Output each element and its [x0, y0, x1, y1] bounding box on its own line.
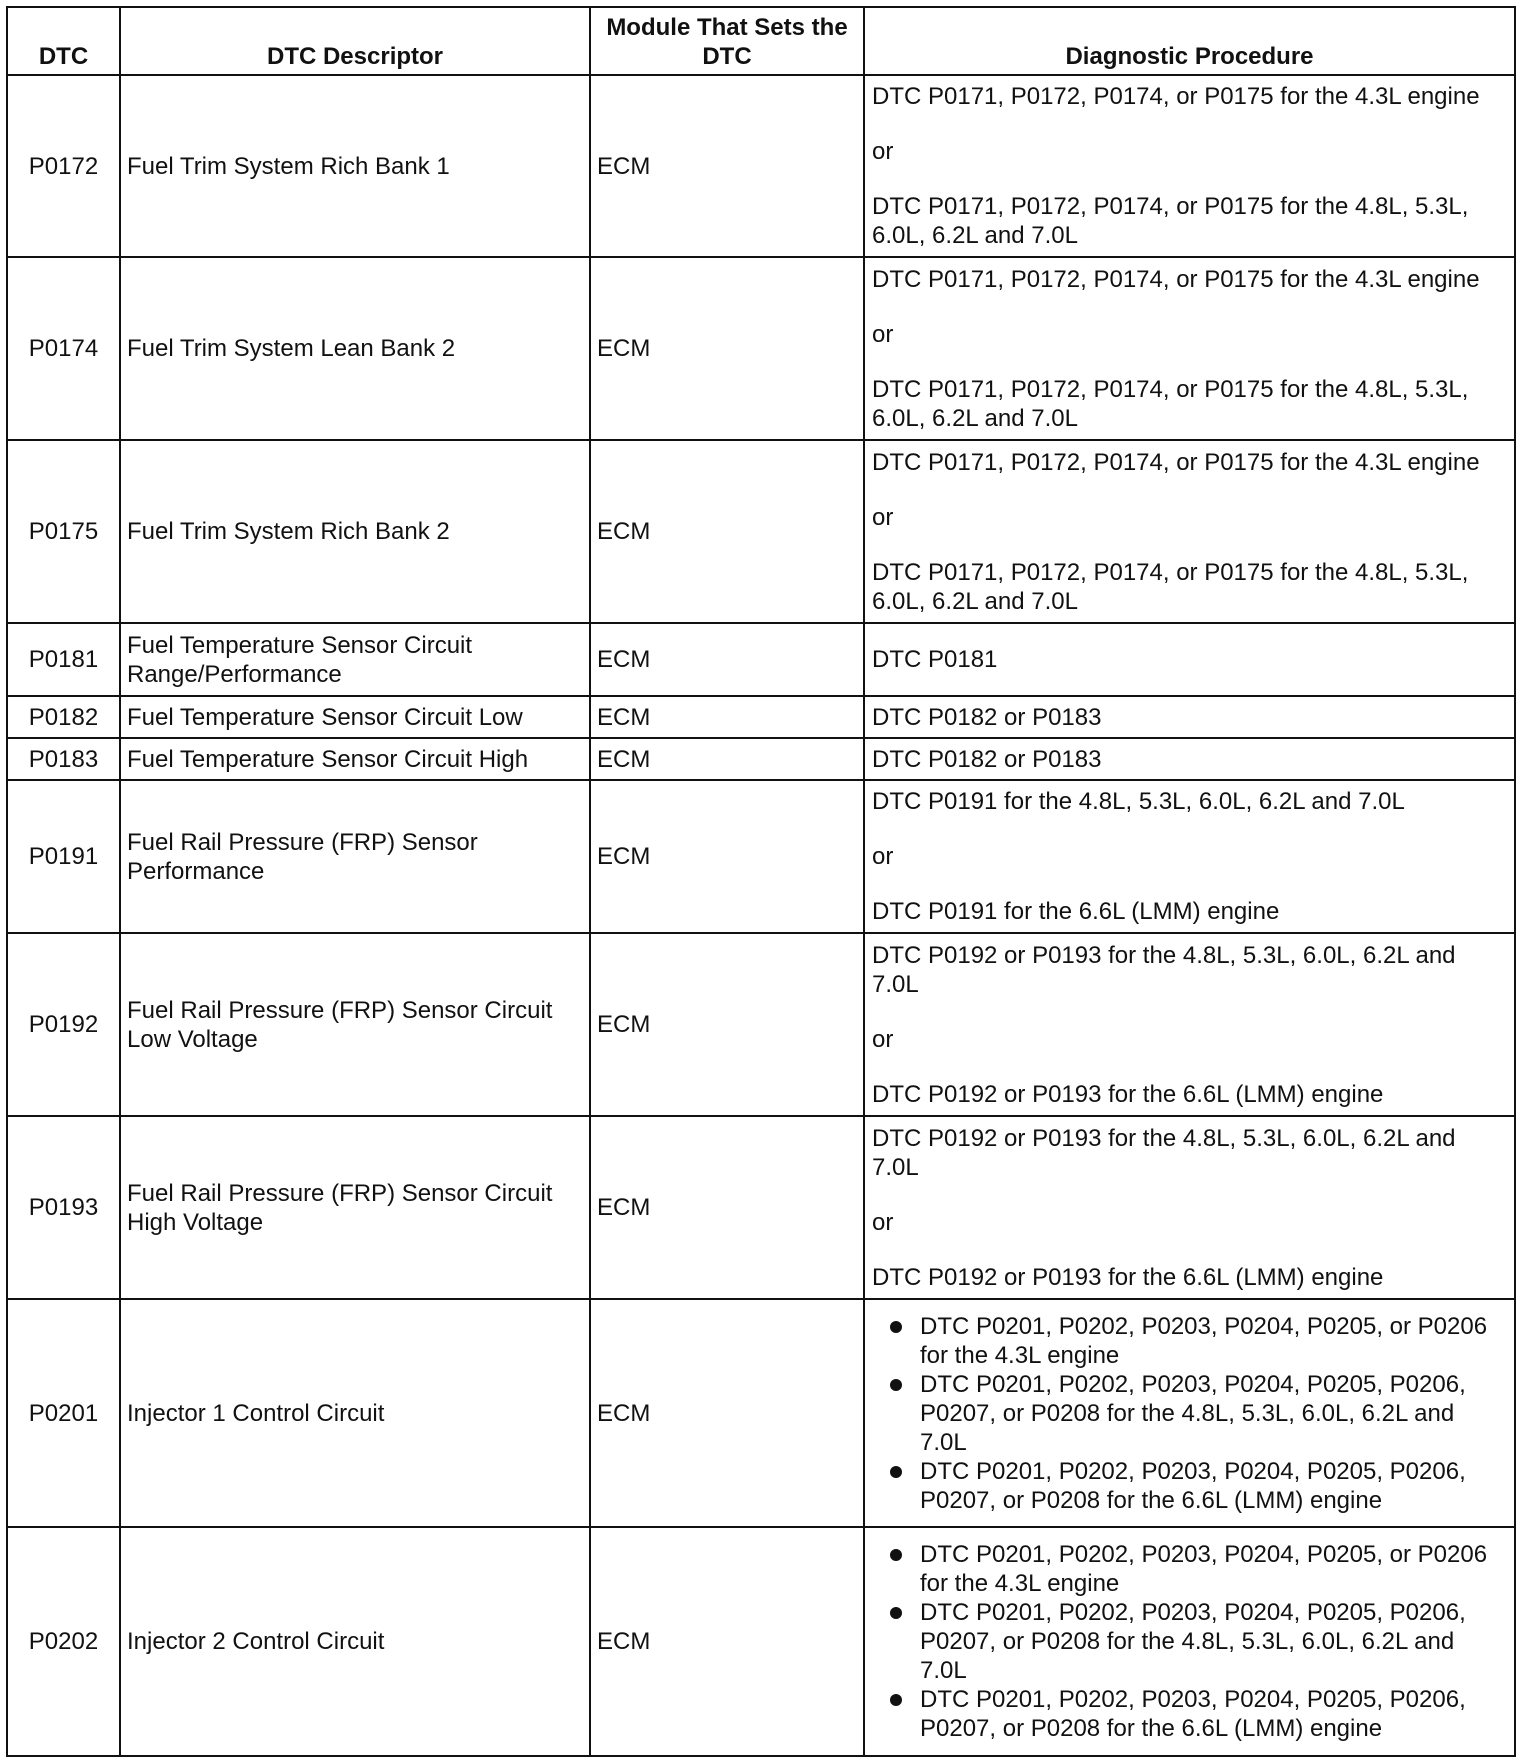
dtc-code: P0193: [7, 1116, 120, 1299]
procedure-or: or: [872, 320, 894, 348]
diagnostic-procedure: [864, 75, 1515, 257]
dtc-code: P0183: [7, 738, 120, 780]
procedure-bullet-link[interactable]: DTC P0201, P0202, P0203, P0204, P0205, P0206, P0207, or P0208 for the 4.8L, 5.3L, 6.0L, 6.2L and 7.0L: [920, 1370, 1507, 1457]
module-name: ECM: [590, 1527, 864, 1756]
module-name: ECM: [590, 75, 864, 257]
dtc-descriptor: Fuel Rail Pressure (FRP) Sensor Circuit Low Voltage: [120, 933, 590, 1116]
dtc-code: P0172: [7, 75, 120, 257]
dtc-code: P0182: [7, 696, 120, 738]
table-row: [7, 75, 1515, 257]
module-name: ECM: [590, 696, 864, 738]
diagnostic-procedure: [864, 696, 1515, 738]
diagnostic-procedure: [864, 623, 1515, 696]
procedure-link[interactable]: DTC P0182 or P0183: [872, 703, 1102, 731]
procedure-link[interactable]: DTC P0181: [872, 646, 998, 673]
procedure-bullet-link[interactable]: DTC P0201, P0202, P0203, P0204, P0205, P0206, P0207, or P0208 for the 6.6L (LMM) engine: [920, 1457, 1507, 1515]
procedure-link[interactable]: DTC P0192 or P0193 for the 6.6L (LMM) engine: [872, 1263, 1384, 1291]
dtc-code: P0181: [7, 623, 120, 696]
dtc-descriptor: Fuel Trim System Lean Bank 2: [120, 257, 590, 440]
module-name: ECM: [590, 1299, 864, 1527]
procedure-link[interactable]: DTC P0192 or P0193 for the 6.6L (LMM) engine: [872, 1080, 1384, 1108]
procedure-link[interactable]: DTC P0171, P0172, P0174, or P0175 for the 4.8L, 5.3L, 6.0L, 6.2L and 7.0L: [872, 558, 1469, 615]
procedure-bullet-link[interactable]: DTC P0201, P0202, P0203, P0204, P0205, P0206, P0207, or P0208 for the 6.6L (LMM) engine: [920, 1685, 1507, 1743]
dtc-code: P0191: [7, 780, 120, 933]
dtc-table-container: [6, 6, 1516, 1757]
procedure-bullet-list: [872, 1540, 1507, 1743]
header-row: [7, 7, 1515, 75]
procedure-or: or: [872, 503, 894, 531]
procedure-link[interactable]: DTC P0171, P0172, P0174, or P0175 for the 4.3L engine: [872, 448, 1480, 476]
diagnostic-procedure: [864, 440, 1515, 623]
table-row: [7, 440, 1515, 623]
dtc-code: P0201: [7, 1299, 120, 1527]
header-dtc: DTC: [7, 7, 120, 75]
procedure-link[interactable]: DTC P0171, P0172, P0174, or P0175 for the 4.8L, 5.3L, 6.0L, 6.2L and 7.0L: [872, 375, 1469, 432]
dtc-descriptor: Injector 1 Control Circuit: [120, 1299, 590, 1527]
dtc-descriptor: Fuel Temperature Sensor Circuit High: [120, 738, 590, 780]
table-row: [7, 780, 1515, 933]
dtc-descriptor: Fuel Rail Pressure (FRP) Sensor Performance: [120, 780, 590, 933]
table-row: [7, 1116, 1515, 1299]
dtc-table: [6, 6, 1516, 1757]
header-procedure: Diagnostic Procedure: [864, 7, 1515, 75]
table-row: [7, 933, 1515, 1116]
procedure-link[interactable]: DTC P0171, P0172, P0174, or P0175 for the 4.3L engine: [872, 83, 1480, 110]
dtc-descriptor: Fuel Rail Pressure (FRP) Sensor Circuit High Voltage: [120, 1116, 590, 1299]
procedure-bullet-link[interactable]: DTC P0201, P0202, P0203, P0204, P0205, P0206, P0207, or P0208 for the 4.8L, 5.3L, 6.0L, 6.2L and 7.0L: [920, 1598, 1507, 1685]
diagnostic-procedure: [864, 1299, 1515, 1527]
dtc-descriptor: Fuel Temperature Sensor Circuit Low: [120, 696, 590, 738]
table-row: [7, 1527, 1515, 1756]
table-row: [7, 257, 1515, 440]
module-name: ECM: [590, 738, 864, 780]
diagnostic-procedure: [864, 257, 1515, 440]
header-descriptor: DTC Descriptor: [120, 7, 590, 75]
module-name: ECM: [590, 623, 864, 696]
procedure-or: or: [872, 1208, 894, 1236]
module-name: ECM: [590, 933, 864, 1116]
header-module: Module That Sets the DTC: [590, 7, 864, 75]
diagnostic-procedure: [864, 1116, 1515, 1299]
module-name: ECM: [590, 780, 864, 933]
dtc-code: P0174: [7, 257, 120, 440]
dtc-code: P0192: [7, 933, 120, 1116]
procedure-link[interactable]: DTC P0192 or P0193 for the 4.8L, 5.3L, 6.0L, 6.2L and 7.0L: [872, 941, 1456, 998]
module-name: ECM: [590, 440, 864, 623]
diagnostic-procedure: [864, 738, 1515, 780]
diagnostic-procedure: [864, 780, 1515, 933]
procedure-link[interactable]: DTC P0171, P0172, P0174, or P0175 for the 4.8L, 5.3L, 6.0L, 6.2L and 7.0L: [872, 193, 1469, 249]
table-row: [7, 1299, 1515, 1527]
dtc-descriptor: Fuel Trim System Rich Bank 1: [120, 75, 590, 257]
table-row: [7, 623, 1515, 696]
module-name: ECM: [590, 1116, 864, 1299]
dtc-code: P0202: [7, 1527, 120, 1756]
dtc-descriptor: Fuel Trim System Rich Bank 2: [120, 440, 590, 623]
diagnostic-procedure: [864, 1527, 1515, 1756]
module-name: ECM: [590, 257, 864, 440]
table-row: [7, 696, 1515, 738]
procedure-link[interactable]: DTC P0171, P0172, P0174, or P0175 for the 4.3L engine: [872, 265, 1480, 293]
procedure-bullet-list: [872, 1312, 1507, 1515]
dtc-descriptor: Injector 2 Control Circuit: [120, 1527, 590, 1756]
procedure-link[interactable]: DTC P0182 or P0183: [872, 745, 1102, 773]
dtc-descriptor: Fuel Temperature Sensor Circuit Range/Performance: [120, 623, 590, 696]
table-row: [7, 738, 1515, 780]
procedure-or: or: [872, 138, 894, 165]
procedure-link[interactable]: DTC P0191 for the 4.8L, 5.3L, 6.0L, 6.2L and 7.0L: [872, 788, 1405, 815]
dtc-code: P0175: [7, 440, 120, 623]
diagnostic-procedure: [864, 933, 1515, 1116]
procedure-or: or: [872, 1025, 894, 1053]
procedure-bullet-link[interactable]: DTC P0201, P0202, P0203, P0204, P0205, or P0206 for the 4.3L engine: [920, 1312, 1507, 1370]
procedure-or: or: [872, 843, 894, 870]
procedure-bullet-link[interactable]: DTC P0201, P0202, P0203, P0204, P0205, or P0206 for the 4.3L engine: [920, 1540, 1507, 1598]
procedure-link[interactable]: DTC P0192 or P0193 for the 4.8L, 5.3L, 6.0L, 6.2L and 7.0L: [872, 1124, 1456, 1181]
procedure-link[interactable]: DTC P0191 for the 6.6L (LMM) engine: [872, 898, 1280, 925]
